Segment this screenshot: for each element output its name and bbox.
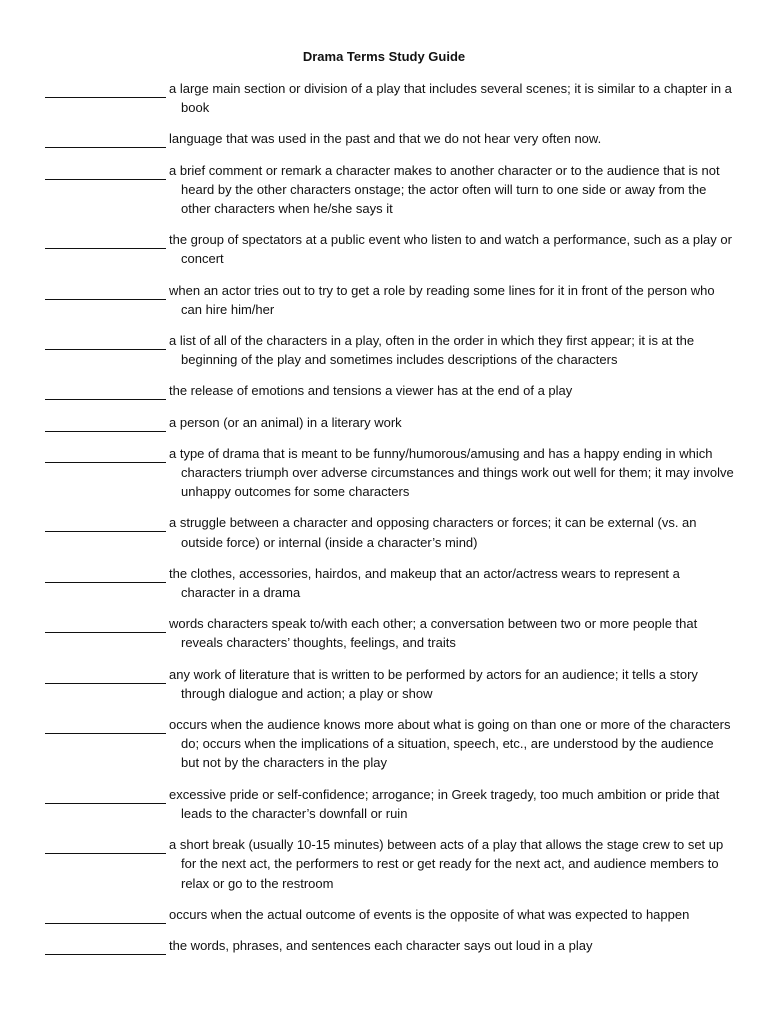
definition-item [45, 444, 735, 502]
answer-blank[interactable] [45, 715, 166, 734]
definition-text: occurs when the audience knows more about what is going on than one or more of the characters do; occurs when the implications of a situation, speech, etc., are understood by the audience but not by the characters in the play [169, 717, 731, 771]
answer-blank[interactable] [45, 614, 166, 633]
definition-item [45, 715, 735, 773]
definition-text: the clothes, accessories, hairdos, and makeup that an actor/actress wears to represent a character in a drama [169, 565, 680, 601]
definition-item [45, 905, 735, 924]
definition-item [45, 936, 735, 955]
answer-blank[interactable] [45, 905, 166, 924]
definition-item [45, 161, 735, 219]
definition-item [45, 281, 735, 319]
answer-blank[interactable] [45, 936, 166, 955]
definition-item [45, 413, 735, 432]
definition-text: occurs when the actual outcome of events is the opposite of what was expected to happen [169, 906, 690, 922]
definition-item [45, 129, 735, 148]
definition-text: a struggle between a character and opposing characters or forces; it can be external (vs. an outside force) or internal (inside a character’s mind) [169, 515, 697, 550]
definition-item [45, 513, 735, 551]
answer-blank[interactable] [45, 381, 166, 400]
answer-blank[interactable] [45, 413, 166, 432]
definition-text: a brief comment or remark a character makes to another character or to the audience that is not heard by the other characters onstage; the actor often will turn to one side or away from the other characters when he/she says it [169, 162, 720, 217]
definition-item [45, 79, 735, 117]
definition-item [45, 331, 735, 369]
definition-text: any work of literature that is written to be performed by actors for an audience; it tells a story through dialogue and action; a play or show [169, 666, 698, 701]
definition-item [45, 665, 735, 703]
definition-text: language that was used in the past and that we do not hear very often now. [169, 131, 602, 147]
definition-text: a large main section or division of a play that includes several scenes; it is similar to a chapter in a book [169, 81, 732, 116]
answer-blank[interactable] [45, 331, 166, 350]
answer-blank[interactable] [45, 79, 166, 98]
definition-text: excessive pride or self-confidence; arrogance; in Greek tragedy, too much ambition or pride that leads to the character’s downfall or ruin [169, 786, 720, 821]
answer-blank[interactable] [45, 513, 166, 532]
definition-text: a type of drama that is meant to be funny/humorous/amusing and has a happy ending in which characters triumph over adverse circumstances and things work out well for them; it may involve unhappy outcomes for some characters [169, 445, 734, 500]
answer-blank[interactable] [45, 129, 166, 148]
definition-text: words characters speak to/with each other; a conversation between two or more people that reveals characters’ thoughts, feelings, and traits [169, 616, 698, 651]
definition-text: the words, phrases, and sentences each character says out loud in a play [169, 937, 593, 953]
definition-item [45, 785, 735, 823]
page-title: Drama Terms Study Guide [302, 49, 466, 64]
definition-item [45, 614, 735, 652]
definition-item [45, 381, 735, 400]
definition-item [45, 564, 735, 602]
definition-text: the group of spectators at a public event who listen to and watch a performance, such as a play or concert [169, 232, 732, 267]
definition-text: a list of all of the characters in a play, often in the order in which they first appear; it is at the beginning of the play and sometimes includes descriptions of the characters [169, 333, 695, 368]
answer-blank[interactable] [45, 835, 166, 854]
definition-text: when an actor tries out to try to get a role by reading some lines for it in front of the person who can hire him/her [169, 282, 715, 317]
answer-blank[interactable] [45, 564, 166, 583]
definition-text: a person (or an animal) in a literary work [169, 414, 402, 430]
definition-text: a short break (usually 10-15 minutes) between acts of a play that allows the stage crew to set up for the next act, the performers to rest or get ready for the next act, and audience members to relax or go to the restroom [169, 837, 724, 891]
answer-blank[interactable] [45, 161, 166, 180]
definition-item [45, 835, 735, 893]
definition-text: the release of emotions and tensions a viewer has at the end of a play [169, 383, 573, 399]
answer-blank[interactable] [45, 785, 166, 804]
answer-blank[interactable] [45, 281, 166, 300]
definitions-list [45, 79, 735, 955]
definition-item [45, 230, 735, 268]
answer-blank[interactable] [45, 444, 166, 463]
answer-blank[interactable] [45, 665, 166, 684]
answer-blank[interactable] [45, 230, 166, 249]
